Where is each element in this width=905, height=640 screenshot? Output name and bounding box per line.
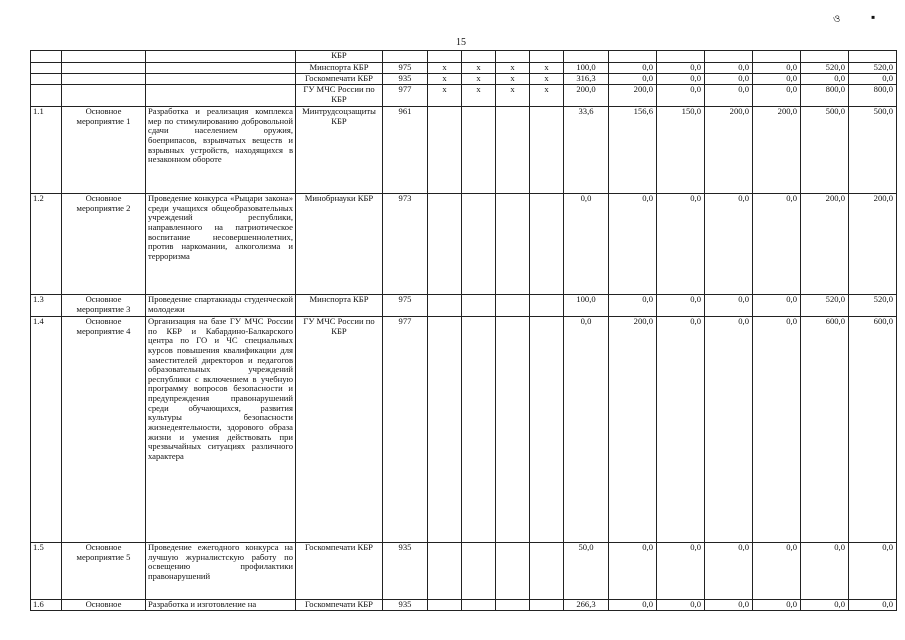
name-cell <box>62 63 146 74</box>
code-cell: 975 <box>383 63 428 74</box>
code-cell: 977 <box>383 85 428 107</box>
executor-cell: Минспорта КБР <box>296 295 383 317</box>
value-cell: 0,0 <box>657 317 705 543</box>
classifier-cell: х <box>428 85 462 107</box>
executor-cell: Минтрудсоцзащиты КБР <box>296 107 383 194</box>
value-cell <box>609 51 657 63</box>
value-cell: 0,0 <box>657 85 705 107</box>
name-cell <box>62 51 146 63</box>
row-number-cell <box>31 51 62 63</box>
table-row <box>31 543 897 600</box>
name-cell: Основное мероприятие 2 <box>62 194 146 295</box>
classifier-cell <box>428 295 462 317</box>
description-cell: Проведение спартакиады студенческой молодежи <box>146 295 296 317</box>
value-cell: 0,0 <box>609 63 657 74</box>
classifier-cell <box>530 107 564 194</box>
value-cell: 0,0 <box>849 600 897 611</box>
classifier-cell: х <box>530 63 564 74</box>
code-cell: 961 <box>383 107 428 194</box>
value-cell: 0,0 <box>657 63 705 74</box>
value-cell: 156,6 <box>609 107 657 194</box>
budget-table <box>30 50 897 611</box>
name-cell <box>62 74 146 85</box>
classifier-cell <box>496 543 530 600</box>
classifier-cell: х <box>462 63 496 74</box>
value-cell <box>753 51 801 63</box>
value-cell: 0,0 <box>609 295 657 317</box>
classifier-cell: х <box>496 74 530 85</box>
value-cell: 800,0 <box>801 85 849 107</box>
value-cell: 520,0 <box>801 63 849 74</box>
name-cell: Основное <box>62 600 146 611</box>
table-body <box>31 51 897 611</box>
row-number-cell: 1.6 <box>31 600 62 611</box>
row-number-cell <box>31 74 62 85</box>
description-cell: Разработка и изготовление на <box>146 600 296 611</box>
classifier-cell <box>530 600 564 611</box>
classifier-cell: х <box>462 74 496 85</box>
description-cell: Организация на базе ГУ МЧС России по КБР и Кабардино-Балкарского центра по ГО и ЧС специальных курсов повышения квалификации для заместителей директоров и педагогов образовательных учреждений республики с включением в учебную программу вопросов безопасности и предупреждения правонарушений среди обучающихся, развития культуры безопасности жизнедеятельности, здорового образа жизни и умения действовать при чрезвычайных ситуациях различного характера <box>146 317 296 543</box>
table-row <box>31 295 897 317</box>
classifier-cell <box>530 295 564 317</box>
value-cell <box>564 51 609 63</box>
value-cell: 50,0 <box>564 543 609 600</box>
value-cell: 0,0 <box>657 600 705 611</box>
table-row <box>31 194 897 295</box>
classifier-cell <box>530 317 564 543</box>
value-cell: 0,0 <box>705 85 753 107</box>
value-cell: 0,0 <box>849 74 897 85</box>
description-cell <box>146 63 296 74</box>
value-cell: 0,0 <box>657 295 705 317</box>
row-number-cell: 1.3 <box>31 295 62 317</box>
value-cell: 0,0 <box>705 63 753 74</box>
classifier-cell: х <box>496 85 530 107</box>
executor-cell: ГУ МЧС России по КБР <box>296 85 383 107</box>
value-cell: 0,0 <box>849 543 897 600</box>
code-cell: 935 <box>383 543 428 600</box>
name-cell: Основное мероприятие 5 <box>62 543 146 600</box>
page-number: 15 <box>456 37 466 48</box>
value-cell: 0,0 <box>609 600 657 611</box>
executor-cell: Госкомпечати КБР <box>296 74 383 85</box>
value-cell: 0,0 <box>657 74 705 85</box>
value-cell: 0,0 <box>609 74 657 85</box>
table-row <box>31 600 897 611</box>
row-number-cell <box>31 63 62 74</box>
value-cell: 0,0 <box>657 543 705 600</box>
value-cell: 0,0 <box>705 295 753 317</box>
classifier-cell <box>462 543 496 600</box>
classifier-cell: х <box>530 74 564 85</box>
value-cell: 0,0 <box>753 85 801 107</box>
value-cell: 266,3 <box>564 600 609 611</box>
value-cell: 0,0 <box>564 194 609 295</box>
code-cell: 975 <box>383 295 428 317</box>
value-cell: 520,0 <box>849 63 897 74</box>
classifier-cell <box>428 51 462 63</box>
value-cell: 33,6 <box>564 107 609 194</box>
name-cell: Основное мероприятие 1 <box>62 107 146 194</box>
value-cell: 0,0 <box>705 543 753 600</box>
value-cell: 0,0 <box>705 194 753 295</box>
name-cell <box>62 85 146 107</box>
value-cell: 100,0 <box>564 63 609 74</box>
classifier-cell <box>530 51 564 63</box>
value-cell: 200,0 <box>564 85 609 107</box>
value-cell: 0,0 <box>801 74 849 85</box>
value-cell: 0,0 <box>657 194 705 295</box>
classifier-cell <box>428 543 462 600</box>
value-cell: 100,0 <box>564 295 609 317</box>
continuation-row <box>31 85 897 107</box>
value-cell: 0,0 <box>753 543 801 600</box>
value-cell: 0,0 <box>801 543 849 600</box>
classifier-cell <box>462 194 496 295</box>
classifier-cell: х <box>428 74 462 85</box>
value-cell <box>705 51 753 63</box>
classifier-cell <box>428 107 462 194</box>
value-cell: 200,0 <box>705 107 753 194</box>
classifier-cell <box>496 600 530 611</box>
continuation-row <box>31 51 897 63</box>
classifier-cell <box>428 600 462 611</box>
corner-mark: ও <box>833 14 841 25</box>
executor-cell: Минобрнауки КБР <box>296 194 383 295</box>
value-cell: 520,0 <box>801 295 849 317</box>
value-cell: 150,0 <box>657 107 705 194</box>
table-row <box>31 317 897 543</box>
classifier-cell <box>530 543 564 600</box>
value-cell: 600,0 <box>801 317 849 543</box>
value-cell: 500,0 <box>801 107 849 194</box>
description-cell: Проведение ежегодного конкурса на лучшую журналистскую работу по освещению профилактики правонарушений <box>146 543 296 600</box>
code-cell <box>383 51 428 63</box>
value-cell: 0,0 <box>801 600 849 611</box>
code-cell: 973 <box>383 194 428 295</box>
continuation-row <box>31 74 897 85</box>
value-cell: 0,0 <box>564 317 609 543</box>
value-cell: 0,0 <box>609 194 657 295</box>
executor-cell: Госкомпечати КБР <box>296 600 383 611</box>
value-cell: 0,0 <box>753 295 801 317</box>
classifier-cell: х <box>496 63 530 74</box>
value-cell: 200,0 <box>801 194 849 295</box>
executor-cell: Минспорта КБР <box>296 63 383 74</box>
classifier-cell: х <box>530 85 564 107</box>
executor-cell: ГУ МЧС России по КБР <box>296 317 383 543</box>
row-number-cell: 1.1 <box>31 107 62 194</box>
row-number-cell: 1.5 <box>31 543 62 600</box>
classifier-cell <box>462 295 496 317</box>
description-cell: Проведение конкурса «Рыцари закона» среди учащихся общеобразовательных учреждений республики, направленного на патриотическое воспитание несовершеннолетних, против наркомании, алкоголизма и терроризма <box>146 194 296 295</box>
classifier-cell <box>496 51 530 63</box>
description-cell: Разработка и реализация комплекса мер по стимулированию добровольной сдачи населением оружия, боеприпасов, взрывчатых веществ и взрывных устройств, находящихся в незаконном обороте <box>146 107 296 194</box>
value-cell: 0,0 <box>753 63 801 74</box>
code-cell: 935 <box>383 74 428 85</box>
value-cell: 0,0 <box>705 317 753 543</box>
name-cell: Основное мероприятие 3 <box>62 295 146 317</box>
classifier-cell <box>462 600 496 611</box>
classifier-cell <box>462 107 496 194</box>
value-cell: 600,0 <box>849 317 897 543</box>
classifier-cell: х <box>462 85 496 107</box>
name-cell: Основное мероприятие 4 <box>62 317 146 543</box>
code-cell: 935 <box>383 600 428 611</box>
description-cell <box>146 74 296 85</box>
value-cell: 316,3 <box>564 74 609 85</box>
classifier-cell <box>496 194 530 295</box>
executor-cell: КБР <box>296 51 383 63</box>
classifier-cell <box>496 107 530 194</box>
row-number-cell <box>31 85 62 107</box>
classifier-cell <box>462 317 496 543</box>
description-cell <box>146 51 296 63</box>
table-row <box>31 107 897 194</box>
classifier-cell <box>462 51 496 63</box>
value-cell <box>801 51 849 63</box>
row-number-cell: 1.2 <box>31 194 62 295</box>
classifier-cell <box>496 317 530 543</box>
row-number-cell: 1.4 <box>31 317 62 543</box>
value-cell: 0,0 <box>705 600 753 611</box>
value-cell: 0,0 <box>753 74 801 85</box>
code-cell: 977 <box>383 317 428 543</box>
value-cell: 800,0 <box>849 85 897 107</box>
value-cell: 200,0 <box>753 107 801 194</box>
classifier-cell: х <box>428 63 462 74</box>
value-cell <box>849 51 897 63</box>
value-cell: 200,0 <box>849 194 897 295</box>
description-cell <box>146 85 296 107</box>
classifier-cell <box>428 317 462 543</box>
classifier-cell <box>428 194 462 295</box>
classifier-cell <box>530 194 564 295</box>
value-cell: 0,0 <box>609 543 657 600</box>
continuation-row <box>31 63 897 74</box>
executor-cell: Госкомпечати КБР <box>296 543 383 600</box>
value-cell: 200,0 <box>609 85 657 107</box>
value-cell: 0,0 <box>753 600 801 611</box>
value-cell <box>657 51 705 63</box>
value-cell: 520,0 <box>849 295 897 317</box>
value-cell: 0,0 <box>705 74 753 85</box>
value-cell: 0,0 <box>753 194 801 295</box>
classifier-cell <box>496 295 530 317</box>
value-cell: 0,0 <box>753 317 801 543</box>
corner-mark: ▪ <box>871 10 876 24</box>
value-cell: 200,0 <box>609 317 657 543</box>
value-cell: 500,0 <box>849 107 897 194</box>
